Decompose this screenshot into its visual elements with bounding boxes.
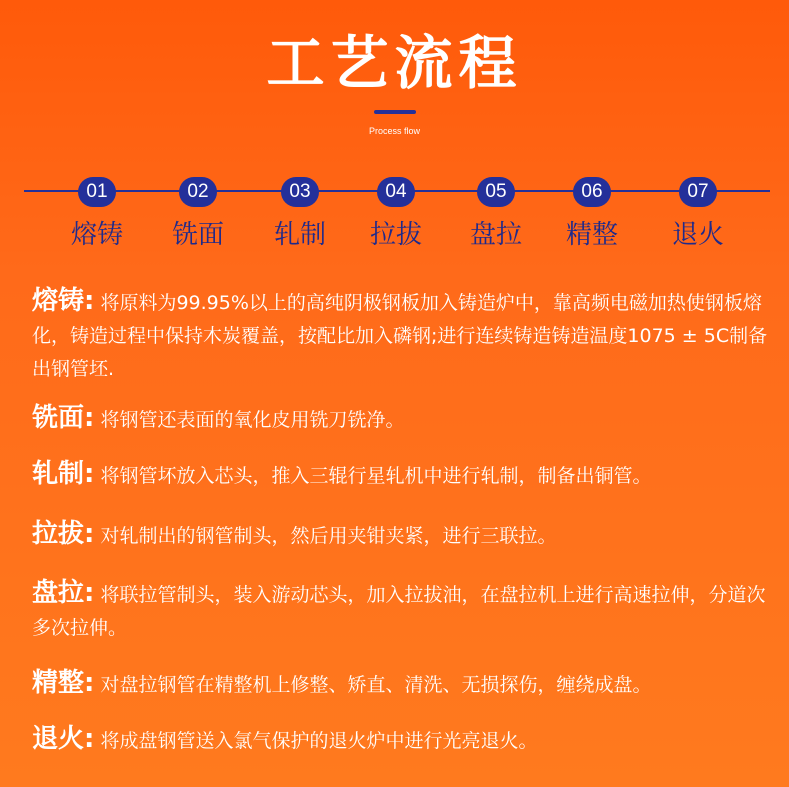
description-heading: 精整: <box>32 668 95 698</box>
description-finishing <box>32 667 772 702</box>
description-heading: 退火: <box>32 724 95 754</box>
description-text: 将原料为99.95%以上的高纯阴极钢板加入铸造炉中，靠高频电磁加热使钢板熔化，铸造过程中保持木炭覆盖，按配比加入磷钢;进行连续铸造铸造温度1075 ± 5C制备出钢管坯. <box>32 292 768 380</box>
description-heading: 轧制: <box>32 459 95 489</box>
step-label: 精整 <box>565 220 618 250</box>
description-drawing <box>32 518 772 553</box>
description-text: 将联拉管制头，装入游动芯头，加入拉拔油，在盘拉机上进行高速拉伸，分道次多次拉伸。 <box>32 584 766 639</box>
step-number-badge: 07 <box>679 177 717 207</box>
description-annealing <box>32 723 772 758</box>
step-label: 退火 <box>671 220 724 250</box>
description-text: 将钢管还表面的氧化皮用铣刀铣净。 <box>94 409 405 431</box>
step-number-badge: 04 <box>377 177 415 207</box>
description-heading: 熔铸: <box>32 286 95 316</box>
step-number-badge: 05 <box>477 177 515 207</box>
step-number-badge: 02 <box>179 177 217 207</box>
step-label: 拉拔 <box>369 220 422 250</box>
title-underline <box>374 110 416 114</box>
description-heading: 铣面: <box>32 403 95 433</box>
description-heading: 拉拔: <box>32 519 95 549</box>
page-subtitle: Process flow <box>368 126 421 136</box>
step-label: 轧制 <box>273 220 326 250</box>
step-label: 盘拉 <box>469 220 522 250</box>
description-text: 对轧制出的钢管制头，然后用夹钳夹紧，进行三联拉。 <box>94 525 557 547</box>
description-text: 将钢管坏放入芯头，推入三辊行星轧机中进行轧制，制备出铜管。 <box>94 465 652 487</box>
description-text: 将成盘钢管送入氯气保护的退火炉中进行光亮退火。 <box>94 730 538 752</box>
description-milling <box>32 402 772 437</box>
step-4 <box>356 177 436 251</box>
description-rolling <box>32 458 772 493</box>
step-6 <box>552 177 632 251</box>
description-heading: 盘拉: <box>32 578 95 608</box>
step-label: 铣面 <box>171 220 224 250</box>
step-label: 熔铸 <box>70 220 123 250</box>
step-number-badge: 06 <box>573 177 611 207</box>
description-casting <box>32 285 772 386</box>
description-coil-drawing <box>32 577 772 645</box>
step-number-badge: 03 <box>281 177 319 207</box>
step-7 <box>658 177 738 251</box>
step-1 <box>57 177 137 251</box>
step-2 <box>158 177 238 251</box>
description-text: 对盘拉钢管在精整机上修整、矫直、清洗、无损探伤，缠绕成盘。 <box>94 674 652 696</box>
page-title: 工艺流程 <box>266 29 523 97</box>
step-number-badge: 01 <box>78 177 116 207</box>
step-3 <box>260 177 340 251</box>
step-5 <box>456 177 536 251</box>
